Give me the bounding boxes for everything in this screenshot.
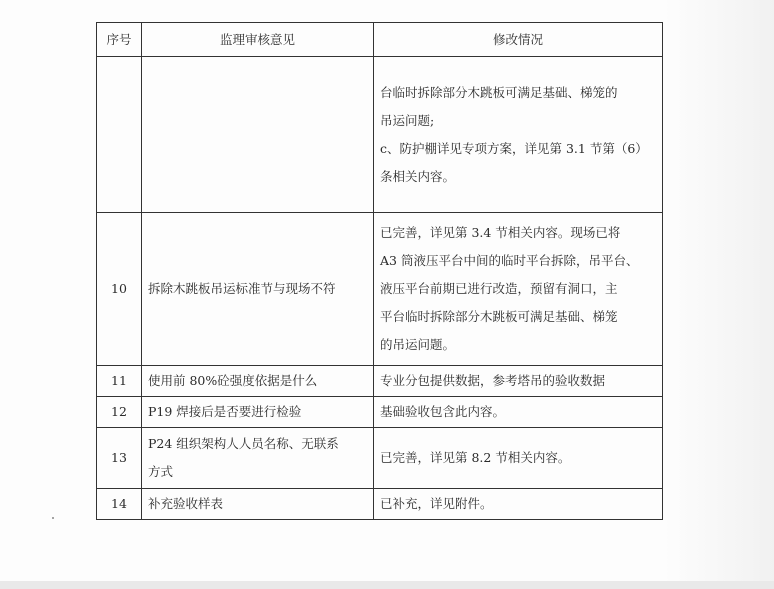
revision-line: 液压平台前期已进行改造，预留有洞口，主	[380, 281, 618, 296]
header-opinion: 监理审核意见	[142, 23, 374, 57]
table-header-row	[97, 23, 663, 57]
table-row	[97, 489, 663, 520]
revision-line: 已完善，详见第 3.4 节相关内容。现场已将	[380, 225, 621, 240]
table-row	[97, 366, 663, 397]
scan-speck	[52, 517, 54, 519]
row-revision: 已补充，详见附件。	[374, 489, 663, 520]
revision-line: A3 筒液压平台中间的临时平台拆除，吊平台、	[380, 253, 639, 268]
revision-line: 吊运问题;	[380, 112, 435, 128]
row-no: 13	[97, 428, 142, 489]
row-opinion: 使用前 80%砼强度依据是什么	[142, 366, 374, 397]
revision-line: 的吊运问题。	[380, 337, 456, 352]
row-revision: 专业分包提供数据，参考塔吊的验收数据	[374, 366, 663, 397]
row-opinion: 补充验收样表	[142, 489, 374, 520]
opinion-line: 方式	[148, 464, 174, 479]
revision-line: 条相关内容。	[380, 168, 456, 184]
review-table	[96, 22, 663, 520]
table-row	[97, 57, 663, 213]
opinion-line: P24 组织架构人人员名称、无联系	[148, 436, 339, 451]
page-edge-shadow	[664, 0, 774, 589]
row-revision	[374, 213, 663, 366]
row-opinion: P19 焊接后是否要进行检验	[142, 397, 374, 428]
revision-line: 台临时拆除部分木跳板可满足基础、梯笼的	[380, 84, 618, 100]
row-revision: 基础验收包含此内容。	[374, 397, 663, 428]
row-no	[97, 57, 142, 213]
header-no: 序号	[97, 23, 142, 57]
table-row	[97, 213, 663, 366]
table-row	[97, 428, 663, 489]
revision-line: 平台临时拆除部分木跳板可满足基础、梯笼	[380, 309, 618, 324]
row-no: 11	[97, 366, 142, 397]
row-opinion	[142, 57, 374, 213]
header-revision: 修改情况	[374, 23, 663, 57]
row-opinion	[142, 428, 374, 489]
row-no: 14	[97, 489, 142, 520]
scan-bottom-band	[0, 581, 774, 589]
row-no: 10	[97, 213, 142, 366]
row-no: 12	[97, 397, 142, 428]
table-row	[97, 397, 663, 428]
row-revision: 已完善，详见第 8.2 节相关内容。	[374, 428, 663, 489]
row-revision	[374, 57, 663, 213]
row-opinion: 拆除木跳板吊运标准节与现场不符	[142, 213, 374, 366]
revision-line: c、防护棚详见专项方案，详见第 3.1 节第（6）	[380, 140, 648, 156]
